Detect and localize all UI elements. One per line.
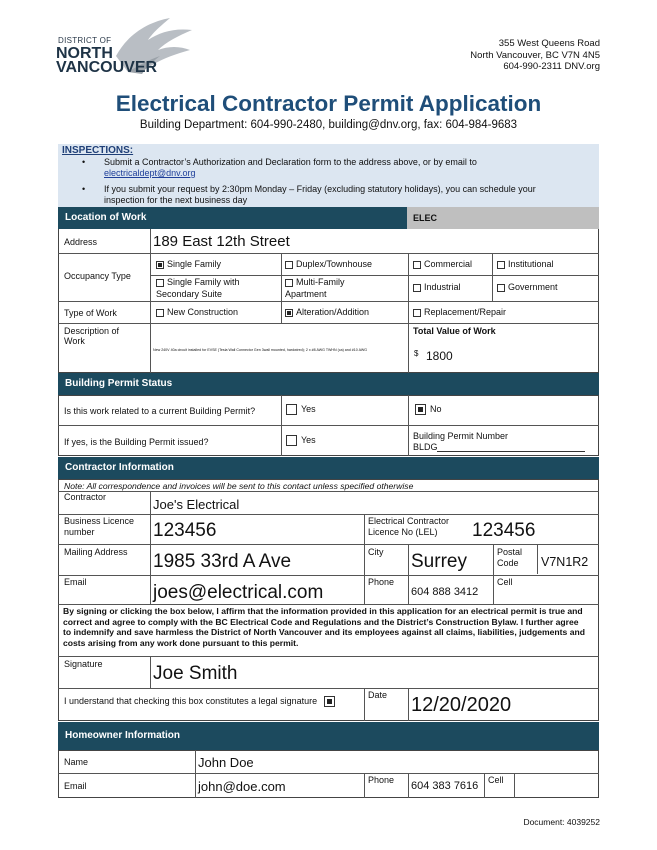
- occ-sf-suite-label-2: Secondary Suite: [156, 289, 223, 299]
- date-field[interactable]: 12/20/2020: [411, 694, 512, 716]
- bp-q1-no[interactable]: [415, 404, 442, 415]
- occ-government-checkbox[interactable]: [497, 284, 505, 292]
- occ-institutional-checkbox[interactable]: [497, 261, 505, 269]
- contractor-email-label: Email: [64, 577, 87, 587]
- electrical-dept-email-link[interactable]: electricaldept@dnv.org: [104, 168, 196, 178]
- homeowner-cell-field[interactable]: [518, 780, 596, 794]
- occ-duplex-checkbox[interactable]: [285, 261, 293, 269]
- occ-government[interactable]: [497, 282, 558, 292]
- bp-q2-yes[interactable]: [286, 435, 316, 446]
- occ-sf-suite-checkbox[interactable]: [156, 279, 164, 287]
- bp-number-field[interactable]: [437, 450, 585, 452]
- lel-label-2: Licence No (LEL): [368, 527, 438, 537]
- bp-q1-yes-checkbox[interactable]: [286, 404, 297, 415]
- address-line-2: North Vancouver, BC V7N 4N5: [470, 49, 600, 61]
- signature-label: Signature: [64, 659, 103, 669]
- postal-code-label-2: Code: [497, 558, 519, 568]
- business-licence-label-2: number: [64, 527, 95, 537]
- occupancy-label: Occupancy Type: [64, 271, 131, 281]
- bp-q1-yes-label: Yes: [301, 404, 316, 414]
- inspections-box: [58, 144, 599, 207]
- homeowner-band-title: Homeowner Information: [65, 730, 181, 741]
- type-replacement[interactable]: [413, 307, 506, 317]
- building-permit-band-title: Building Permit Status: [65, 378, 173, 389]
- homeowner-name-label: Name: [64, 757, 89, 767]
- occ-multi-label-1: Multi-Family: [296, 277, 345, 287]
- occ-industrial[interactable]: [413, 282, 461, 292]
- declaration-line-2: correct and agree to comply with the BC Electrical Code and Regulations and the District’s Construction Bylaw. I further agree: [63, 616, 579, 627]
- bp-question-2: If yes, is the Building Permit issued?: [64, 437, 209, 447]
- declaration-text: [63, 606, 597, 648]
- document-number: Document: 4039252: [523, 817, 600, 827]
- type-new-label: New Construction: [167, 307, 239, 317]
- lel-field[interactable]: 123456: [472, 520, 536, 541]
- city-label: City: [368, 547, 384, 557]
- bp-q2-yes-label: Yes: [301, 435, 316, 445]
- occ-multi-label-2: Apartment: [285, 289, 327, 299]
- logo-north: NORTH: [56, 45, 113, 62]
- homeowner-cell-label: Cell: [488, 775, 504, 785]
- homeowner-email-field[interactable]: john@doe.com: [198, 779, 286, 794]
- address-field[interactable]: 189 East 12th Street: [153, 233, 290, 250]
- type-alteration[interactable]: [285, 307, 369, 317]
- page-title: Electrical Contractor Permit Application: [115, 91, 542, 116]
- homeowner-phone-label: Phone: [368, 775, 395, 785]
- contractor-field[interactable]: Joe's Electrical: [153, 497, 240, 512]
- bp-q1-no-checkbox[interactable]: [415, 404, 426, 415]
- dnv-logo: [56, 16, 196, 78]
- declaration-line-4: costs arising from any work done pursuant to this permit.: [63, 637, 299, 648]
- elec-code-cell: [407, 207, 599, 229]
- total-value-field[interactable]: 1800: [426, 349, 453, 363]
- contractor-phone-label: Phone: [368, 577, 395, 587]
- type-alteration-checkbox[interactable]: [285, 309, 293, 317]
- occ-duplex-label: Duplex/Townhouse: [296, 259, 373, 269]
- bp-number-prefix: BLDG: [413, 442, 438, 452]
- legal-signature-checkbox[interactable]: [324, 696, 335, 707]
- homeowner-email-label: Email: [64, 781, 87, 791]
- business-licence-field[interactable]: 123456: [153, 520, 217, 541]
- occ-government-label: Government: [508, 282, 558, 292]
- contractor-email-field[interactable]: joes@electrical.com: [153, 582, 324, 603]
- occ-multi[interactable]: [285, 277, 345, 287]
- occ-single-family[interactable]: [156, 259, 221, 269]
- contractor-cell-label: Cell: [497, 577, 513, 587]
- type-alteration-label: Alteration/Addition: [296, 307, 370, 317]
- declaration-line-1: By signing or clicking the box below, I affirm that the information provided in this application for an electrical permit is true and: [63, 606, 583, 616]
- currency-symbol: $: [414, 349, 419, 358]
- location-band-title: Location of Work: [65, 212, 147, 223]
- homeowner-name-field[interactable]: John Doe: [198, 755, 254, 770]
- contractor-cell-field[interactable]: [497, 590, 597, 602]
- postal-code-label-1: Postal: [497, 547, 523, 557]
- address-line-3: 604-990-2311 DNV.org: [503, 61, 600, 72]
- mailing-address-field[interactable]: 1985 33rd A Ave: [153, 551, 292, 572]
- office-address: [420, 38, 600, 73]
- contractor-band: [58, 457, 599, 479]
- contractor-band-title: Contractor Information: [65, 462, 174, 473]
- occ-commercial-label: Commercial: [424, 259, 473, 269]
- inspections-bullet-1: • Submit a Contractor’s Authorization and Declaration form to the address above, or by email to electricaldept@dnv.org: [84, 157, 584, 179]
- occ-commercial[interactable]: [413, 259, 472, 269]
- address-line-1: 355 West Queens Road: [498, 38, 600, 49]
- inspections-bullet-2: • If you submit your request by 2:30pm Monday – Friday (excluding statutory holidays), you can schedule your inspection for the next business day: [84, 184, 594, 206]
- legal-signature-text: I understand that checking this box constitutes a legal signature: [64, 696, 318, 706]
- description-label-2: Work: [64, 336, 85, 346]
- occ-industrial-label: Industrial: [424, 282, 461, 292]
- bp-question-1: Is this work related to a current Building Permit?: [64, 406, 256, 416]
- location-band: [58, 207, 407, 229]
- page-subtitle: Building Department: 604-990-2480, building@dnv.org, fax: 604-984-9683: [139, 119, 518, 131]
- logo-district-of: DISTRICT OF: [58, 36, 112, 45]
- legal-signature-row[interactable]: [64, 696, 339, 707]
- address-label: Address: [64, 237, 98, 247]
- occ-single-family-checkbox[interactable]: [156, 261, 164, 269]
- bullet-2-line-1: If you submit your request by 2:30pm Monday – Friday (excluding statutory holidays), you can schedule your: [104, 184, 536, 194]
- occ-industrial-checkbox[interactable]: [413, 284, 421, 292]
- homeowner-band: [58, 722, 599, 750]
- description-label-1: Description of: [64, 326, 120, 336]
- homeowner-phone-field[interactable]: 604 383 7616: [411, 780, 479, 792]
- mailing-address-label: Mailing Address: [64, 547, 128, 557]
- date-label: Date: [368, 690, 388, 700]
- inspections-heading: INSPECTIONS:: [62, 145, 134, 156]
- signature-field[interactable]: Joe Smith: [153, 663, 238, 684]
- bullet-1-text: Submit a Contractor’s Authorization and Declaration form to the address above, or by email to: [104, 157, 477, 167]
- bp-number-label: Building Permit Number: [413, 431, 509, 441]
- logo-vancouver: VANCOUVER: [56, 59, 158, 76]
- type-replacement-checkbox[interactable]: [413, 309, 421, 317]
- type-of-work-label: Type of Work: [64, 308, 117, 318]
- type-replacement-label: Replacement/Repair: [424, 307, 507, 317]
- declaration-line-3: to indemnify and save harmless the District of North Vancouver and its employees against all claims, liabilities, judgements and: [63, 627, 585, 637]
- occ-duplex[interactable]: [285, 259, 372, 269]
- bullet-2-line-2: inspection for the next business day: [104, 195, 248, 205]
- bp-q2-yes-checkbox[interactable]: [286, 435, 297, 446]
- contractor-note: Note: All correspondence and invoices will be sent to this contact unless specified otherwise: [64, 481, 414, 491]
- occ-institutional-label: Institutional: [508, 259, 554, 269]
- occ-commercial-checkbox[interactable]: [413, 261, 421, 269]
- occ-sf-suite-label-1: Single Family with: [167, 277, 240, 287]
- occ-single-family-label: Single Family: [167, 259, 222, 269]
- bp-q1-yes[interactable]: [286, 404, 316, 415]
- postal-code-field[interactable]: V7N1R2: [541, 555, 589, 569]
- business-licence-label-1: Business Licence: [64, 516, 135, 526]
- type-new[interactable]: [156, 307, 238, 317]
- description-field[interactable]: New 240V 40a circuit installed for EVSE (Tesla Wall Connector Gen 3wall mounted, hardwired); 2 x #8 AWG TWHN (ca) and #10 AWG: [153, 348, 368, 352]
- occ-multi-checkbox[interactable]: [285, 279, 293, 287]
- occ-sf-suite[interactable]: [156, 277, 240, 287]
- type-new-checkbox[interactable]: [156, 309, 164, 317]
- building-permit-band: [58, 373, 599, 395]
- bp-q1-no-label: No: [430, 404, 442, 414]
- lel-label-1: Electrical Contractor: [368, 516, 450, 526]
- elec-code: ELEC: [413, 213, 438, 223]
- contractor-phone-field[interactable]: 604 888 3412: [411, 586, 479, 598]
- occ-institutional[interactable]: [497, 259, 554, 269]
- total-value-label: Total Value of Work: [413, 326, 496, 336]
- city-field[interactable]: Surrey: [411, 551, 467, 572]
- contractor-label: Contractor: [64, 492, 107, 502]
